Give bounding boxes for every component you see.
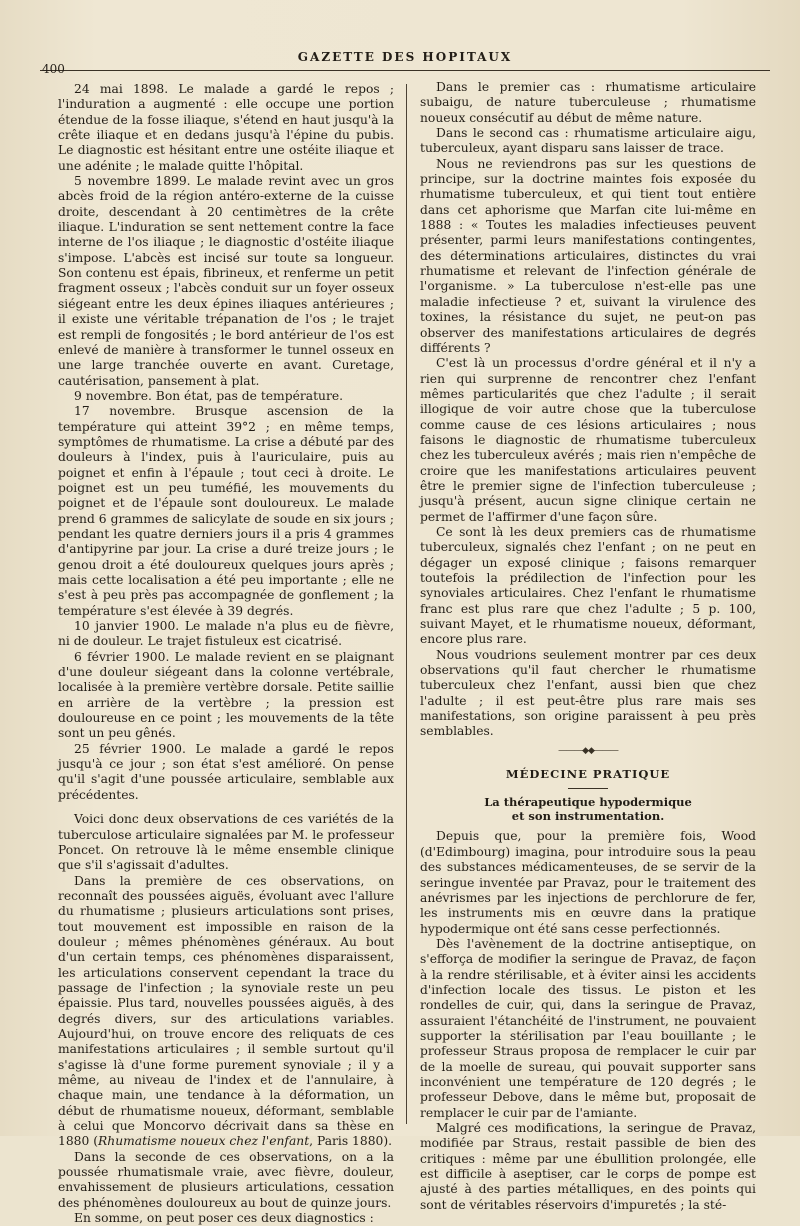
observation-paragraph: 17 novembre. Brusque ascension de la température qui atteint 39°2 ; en même temps, symptômes de rhumatisme. La crise a débuté par des douleurs à l'index, puis à l'auriculaire, puis au poignet et enfin à l'épaule ; tout ceci à droite. Le poignet est un peu tuméfié, les mouvements du poignet et de l'épaule sont douloureux. Le malade prend 6 grammes de salicylate de soude en six jours ; pendant les quatre derniers jours il a pris 4 grammes d'antipyrine par jour. La crise a duré treize jours ; le genou droit a été douloureux quelques jours après ; mais cette localisation a été peu importante ; elle ne s'est à peu près pas accompagnée de gonflement ; la température s'est élevée à 39 degrés. [58, 404, 394, 618]
body-paragraph: Depuis que, pour la première fois, Wood (d'Edimbourg) imagina, pour introduire sous la peau des substances médicamenteuses, de se servir de la seringue inventée par Pravaz, pour le traitement des anévrismes par les injections de perchlorure de fer, les instruments mis en œuvre dans la pratique hypodermique ont été sans cesse perfectionnés. [420, 829, 756, 936]
page-header [40, 48, 770, 76]
article-title-line: et son instrumentation. [511, 809, 665, 824]
body-paragraph: Malgré ces modifications, la seringue de Pravaz, modifiée par Straus, restait passible de bien des critiques : même par une ébullition prolongée, elle est difficile à aseptiser, car le corps de pompe est ajusté à des parties métalliques, en des points qui sont de véritables réservoirs d'impuretés ; la sté- [420, 1121, 756, 1212]
body-paragraph: Voici donc deux observations de ces variétés de la tuberculose articulaire signalées par M. le professeur Poncet. On retrouve là le même ensemble clinique que s'il s'agissait d'adultes. [58, 812, 394, 873]
article-title-line: La thérapeutique hypodermique [484, 795, 692, 810]
body-paragraph: Ce sont là les deux premiers cas de rhumatisme tuberculeux, signalés chez l'enfant ; on ne peut en dégager un exposé clinique ; faisons remarquer toutefois la prédilection de l'infection pour les synoviales articulaires. Chez l'enfant le rhumatisme franc est plus rare que chez l'adulte ; 5 p. 100, suivant Mayet, et le rhumatisme noueux, déformant, encore plus rare. [420, 524, 756, 647]
body-paragraph: Dans le second cas : rhumatisme articulaire aigu, tuberculeux, ayant disparu sans laisser de trace. [420, 126, 756, 156]
body-paragraph: Nous voudrions seulement montrer par ces deux observations qu'il faut chercher le rhumatisme tuberculeux chez l'enfant, aussi bien que chez l'adulte ; il est peut-être plus rare mais ses manifestations, son origine paraissent à peu près semblables. [420, 647, 756, 739]
body-text: Dans la première de ces observations, on reconnaît des poussées aiguës, évoluant avec l'allure du rhumatisme ; plusieurs articulations sont prises, tout mouvement est impossible en raison de la douleur ; mêmes phénomènes généraux. Au bout d'un certain temps, ces phénomènes disparaissent, les articulations conservent cependant la trace du passage de l'infection ; la synoviale reste un peu épaissie. Plus tard, nouvelles poussées aiguës, à des degrés divers, sur des articulations variables. Aujourd'hui, on trouve encore des reliquats de ces manifestations articulaires ; il semble surtout qu'il s'agisse là d'une forme purement synoviale ; il y a même, au niveau de l'index et de l'annulaire, à chaque main, une tendance à la déformation, un début de rhumatisme noueux, déformant, semblable à celui que Moncorvo décrivait dans sa thèse en 1880 ( [58, 873, 394, 1149]
section-title: MÉDECINE PRATIQUE [505, 767, 671, 782]
left-column [58, 82, 394, 1226]
observation-paragraph: 24 mai 1898. Le malade a gardé le repos ; l'induration a augmenté : elle occupe une portion étendue de la fosse iliaque, s'étend en haut jusqu'à la crête iliaque et en dedans jusqu'à l'épine du pubis. Le diagnostic est hésitant entre une ostéite iliaque et une adénite ; le malade quitte l'hôpital. [58, 82, 394, 173]
column-divider [406, 84, 407, 1124]
body-text: , Paris 1880). [309, 1134, 393, 1149]
observation-paragraph: 5 novembre 1899. Le malade revint avec un gros abcès froid de la région antéro-externe de la cuisse droite, descendant à 20 centimètres de la crête iliaque. L'induration se sent nettement contre la face interne de l'os iliaque ; le diagnostic d'ostéite iliaque s'impose. L'abcès est incisé sur toute sa longueur. Son contenu est épais, fibrineux, et renferme un petit fragment osseux ; l'abcès conduit sur un foyer osseux siégeant entre les deux épines iliaques antérieures ; il existe une véritable trépanation de l'os ; le trajet est rempli de fongosités ; le bord antérieur de l'os est enlevé de manière à transformer le tunnel osseux en une large tranchée ouverte en avant. Curetage, cautérisation, pansement à plat. [58, 174, 394, 388]
page-number: 400 [42, 62, 65, 76]
cited-work-title: Rhumatisme noueux chez l'enfant [98, 1134, 310, 1149]
right-column [420, 80, 756, 1213]
journal-title: GAZETTE DES HOPITAUX [297, 50, 513, 64]
body-paragraph: Dans le premier cas : rhumatisme articulaire subaigu, de nature tuberculeuse ; rhumatisme noueux consécutif au début de même nature. [420, 80, 756, 125]
body-paragraph: En somme, on peut poser ces deux diagnostics : [74, 1211, 374, 1226]
observation-paragraph: 9 novembre. Bon état, pas de température. [74, 388, 344, 403]
body-paragraph: C'est là un processus d'ordre général et il n'y a rien qui surprenne de rencontrer chez l'enfant mêmes particularités que chez l'adulte ; il serait illogique de voir autre chose que la tuberculose comme cause de ces lésions articulaires ; nous faisons le diagnostic de rhumatisme tuberculeux chez les tuberculeux avérés ; mais rien n'empêche de croire que les manifestations articulaires peuvent être le premier signe de l'infection tuberculeuse ; jusqu'à présent, aucun signe clinique certain ne permet de l'affirmer d'une façon sûre. [420, 356, 756, 524]
article-title [420, 795, 756, 823]
observation-paragraph: 10 janvier 1900. Le malade n'a plus eu de fièvre, ni de douleur. Le trajet fistuleux est cicatrisé. [58, 619, 394, 649]
body-paragraph: Dès l'avènement de la doctrine antiseptique, on s'efforça de modifier la seringue de Pravaz, de façon à la rendre stérilisable, et à éviter ainsi les accidents d'infection locale des tissus. Le piston et les rondelles de cuir, qui, dans la seringue de Pravaz, assuraient l'étanchéité de l'instrument, ne pouvaient supporter la stérilisation par l'eau bouillante ; le professeur Straus proposa de remplacer le cuir par de la moelle de sureau, qui pouvait supporter sans inconvénient une température de 120 degrés ; le professeur Debove, dans le même but, proposait de remplacer le cuir par de l'amiante. [420, 936, 756, 1120]
body-paragraph: Dans la seconde de ces observations, on a la poussée rhumatismale vraie, avec fièvre, douleur, envahissement de plusieurs articulations, cessation des phénomènes douloureux au bout de quinze jours. [58, 1149, 394, 1210]
section-ornament: ———◆◆——— [558, 745, 618, 756]
section-rule [568, 788, 608, 789]
observation-paragraph: 6 février 1900. Le malade revient en se plaignant d'une douleur siégeant dans la colonne vertébrale, localisée à la première vertèbre dorsale. Petite saillie en arrière de la vertèbre ; la pression est douloureuse en ce point ; les mouvements de la tête sont un peu gênés. [58, 649, 394, 741]
body-paragraph: Nous ne reviendrons pas sur les questions de principe, sur la doctrine maintes fois exposée du rhumatisme tuberculeux, et qui tient tout entière dans cet aphorisme que Marfan cite lui-même en 1888 : « Toutes les maladies infectieuses peuvent présenter, parmi leurs manifestations contingentes, des déterminations articulaires, distinctes du vrai rhumatisme et relevant de l'infection générale de l'organisme. » La tuberculose n'est-elle pas une maladie infectieuse ? et, suivant la virulence des toxines, la résistance du sujet, ne peut-on pas observer des manifestations articulaires de degrés différents ? [420, 156, 756, 355]
observation-paragraph: 25 février 1900. Le malade a gardé le repos jusqu'à ce jour ; son état s'est amélioré. On pense qu'il s'agit d'une poussée articulaire, semblable aux précédentes. [58, 741, 394, 802]
body-paragraph [58, 874, 394, 1150]
